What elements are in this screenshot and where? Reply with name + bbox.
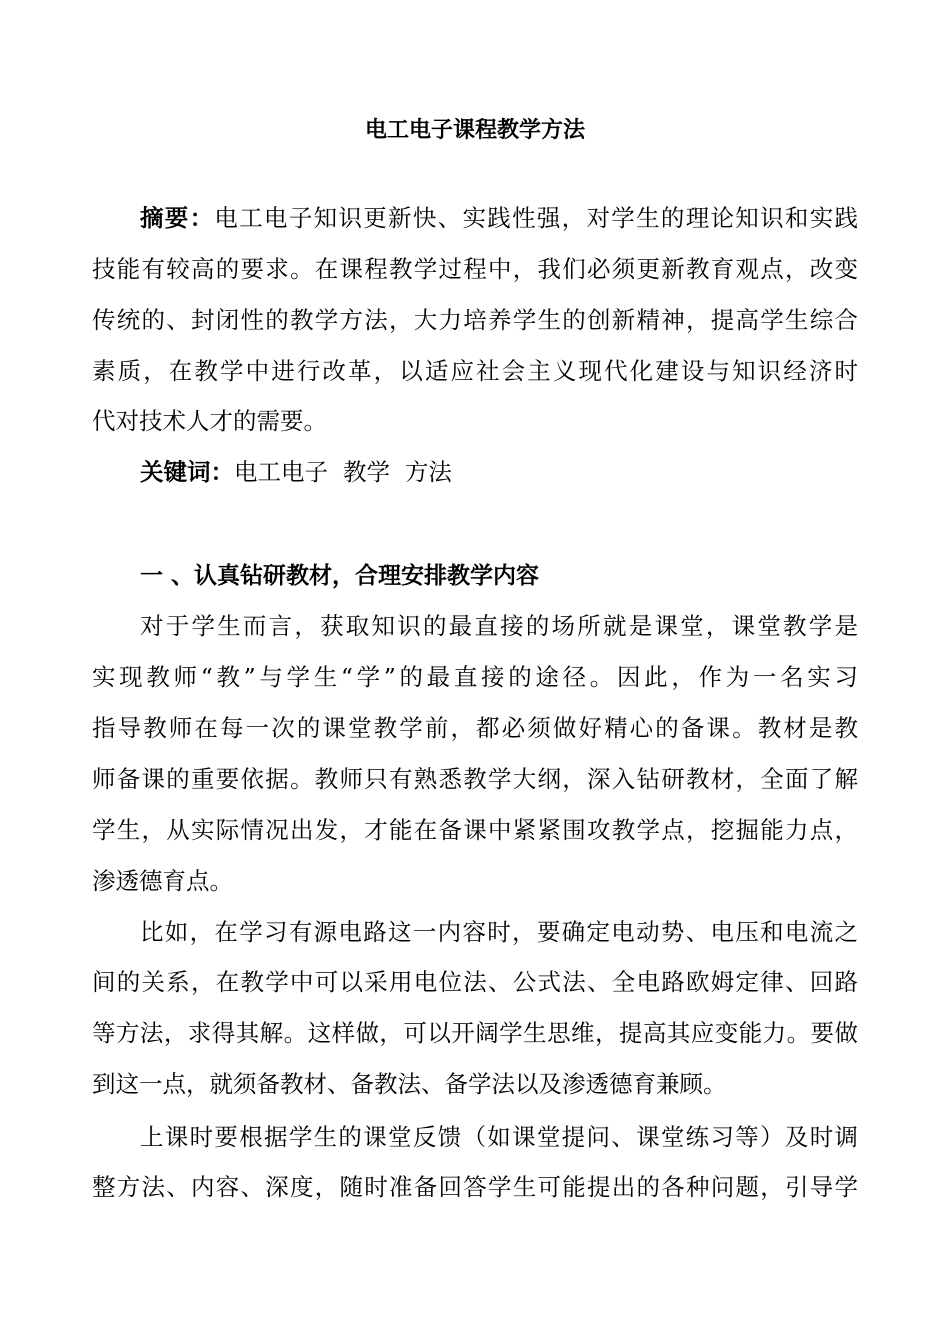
paragraph-line: 渗透德育点。 bbox=[92, 867, 233, 895]
paragraph-line: 比如，在学习有源电路这一内容时，要确定电动势、电压和电流之 bbox=[140, 918, 858, 946]
paragraph-line: 到这一点，就须备教材、备教法、备学法以及渗透德育兼顾。 bbox=[92, 1070, 727, 1098]
paragraph-line: 上课时要根据学生的课堂反馈（如课堂提问、课堂练习等）及时调 bbox=[140, 1123, 858, 1151]
paragraph-line: 实现教师“教”与学生“学”的最直接的途径。因此，作为一名实习 bbox=[92, 663, 858, 691]
section-heading: 一 、认真钻研教材，合理安排教学内容 bbox=[140, 563, 540, 589]
document-title: 电工电子课程教学方法 bbox=[364, 118, 585, 143]
abstract-line bbox=[140, 203, 858, 233]
paragraph-line: 学生，从实际情况出发，才能在备课中紧紧围攻教学点，挖掘能力点， bbox=[92, 816, 858, 844]
keywords-value: 电工电子 教学 方法 bbox=[234, 458, 452, 486]
paragraph-line: 对于学生而言，获取知识的最直接的场所就是课堂，课堂教学是 bbox=[140, 612, 858, 640]
paragraph-line: 整方法、内容、深度，随时准备回答学生可能提出的各种问题，引导学 bbox=[92, 1173, 858, 1201]
abstract-label: 摘要： bbox=[140, 204, 215, 232]
abstract-text: 电工电子知识更新快、实践性强，对学生的理论知识和实践 bbox=[214, 204, 859, 232]
abstract-line: 技能有较高的要求。在课程教学过程中，我们必须更新教育观点，改变 bbox=[92, 255, 858, 283]
paragraph-line: 师备课的重要依据。教师只有熟悉教学大纲，深入钻研教材，全面了解 bbox=[92, 765, 858, 793]
paragraph-line: 指导教师在每一次的课堂教学前，都必须做好精心的备课。教材是教 bbox=[92, 714, 858, 742]
keywords-label: 关键词： bbox=[140, 458, 234, 486]
abstract-line: 代对技术人才的需要。 bbox=[92, 407, 327, 435]
paragraph-line: 等方法，求得其解。这样做，可以开阔学生思维，提高其应变能力。要做 bbox=[92, 1019, 858, 1047]
abstract-line: 素质，在教学中进行改革，以适应社会主义现代化建设与知识经济时 bbox=[92, 357, 858, 385]
paragraph-line: 间的关系，在教学中可以采用电位法、公式法、全电路欧姆定律、回路 bbox=[92, 968, 858, 996]
keywords-line bbox=[140, 457, 858, 487]
abstract-line: 传统的、封闭性的教学方法，大力培养学生的创新精神，提高学生综合 bbox=[92, 306, 858, 334]
